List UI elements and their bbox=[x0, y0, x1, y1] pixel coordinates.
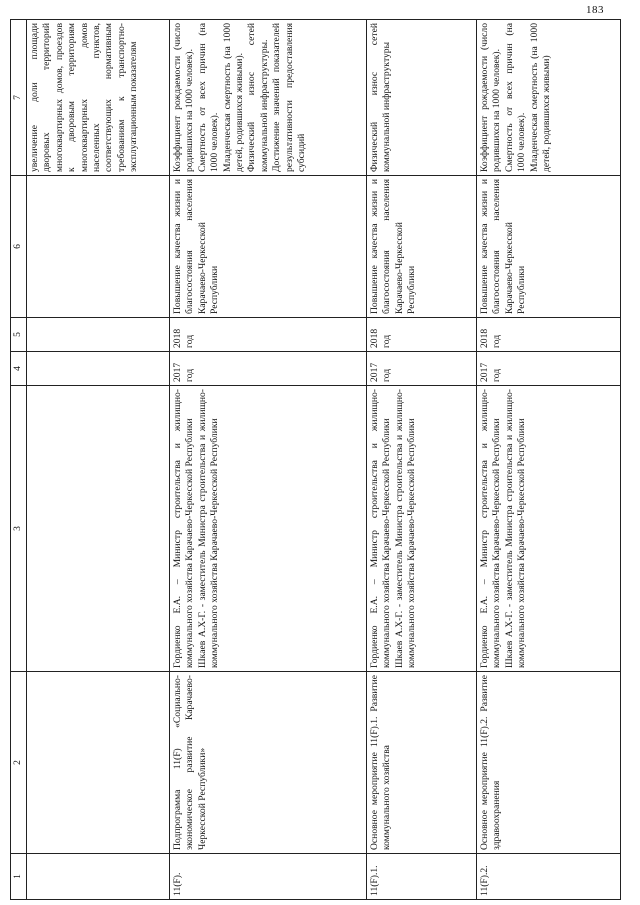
cell-responsible bbox=[367, 386, 477, 672]
indicator-text: Физический износ сетей коммунальной инфраструктуры. bbox=[246, 23, 270, 172]
cell-responsible bbox=[170, 386, 367, 672]
header-cell: 7 bbox=[11, 20, 27, 176]
cell-name: Основное мероприятие 11(F).2. Развитие здравоохранения bbox=[477, 672, 621, 854]
page-number: 183 bbox=[586, 4, 604, 16]
responsible-person: Гордиенко Е.А. – Министр строительства и жилищно-коммунального хозяйства Карачаево-Черкесской Республики bbox=[479, 389, 503, 668]
header-cell: 6 bbox=[11, 176, 27, 318]
cell-start-year bbox=[27, 352, 170, 386]
indicator-text: Коэффициент рождаемости (число родившихся на 1000 человек). bbox=[479, 23, 503, 172]
cell-end-year bbox=[27, 318, 170, 352]
indicator-text: Физический износ сетей коммунальной инфраструктуры bbox=[369, 23, 393, 172]
cell-name: Основное мероприятие 11(F).1. Развитие коммунального хозяйства bbox=[367, 672, 477, 854]
cell-result bbox=[27, 176, 170, 318]
header-cell: 3 bbox=[11, 386, 27, 672]
cell-name bbox=[27, 672, 170, 854]
header-row bbox=[11, 20, 27, 900]
indicator-text: Достижение значений показателей результативности предоставления субсидий bbox=[271, 23, 308, 172]
responsible-person: Шкаев А.Х-Г. - заместитель Министра строительства и жилищно-коммунального хозяйства Карачаево-Черкесской Республики bbox=[196, 389, 221, 668]
responsible-person: Гордиенко Е.А. – Министр строительства и жилищно-коммунального хозяйства Карачаево-Черкесской Республики bbox=[369, 389, 393, 668]
cell-responsible bbox=[27, 386, 170, 672]
cell-end-year: 2018 год bbox=[170, 318, 367, 352]
indicator-text: Смертность от всех причин (на 1000 человек). bbox=[503, 23, 528, 172]
cell-result: Повышение качества жизни и благосостояния населения Карачаево-Черкесской Республики bbox=[170, 176, 367, 318]
cell-result: Повышение качества жизни и благосостояния населения Карачаево-Черкесской Республики bbox=[477, 176, 621, 318]
responsible-person: Шкаев А.Х-Г. - заместитель Министра строительства и жилищно-коммунального хозяйства Карачаево-Черкесской Республики bbox=[393, 389, 418, 668]
responsible-person: Гордиенко Е.А. – Министр строительства и жилищно-коммунального хозяйства Карачаево-Черкесской Республики bbox=[172, 389, 196, 668]
responsible-person: Шкаев А.Х-Г. - заместитель Министра строительства и жилищно-коммунального хозяйства Карачаево-Черкесской Республики bbox=[503, 389, 528, 668]
rotated-table-wrapper bbox=[10, 20, 618, 900]
cell-indicators bbox=[170, 20, 367, 176]
indicator-text: Младенческая смертность (на 1000 детей, родившихся живыми). bbox=[221, 23, 246, 172]
cell-start-year: 2017 год bbox=[170, 352, 367, 386]
cell-number: 11(F).2. bbox=[477, 854, 621, 900]
table-row bbox=[170, 20, 367, 900]
cell-start-year: 2017 год bbox=[477, 352, 621, 386]
cell-indicators bbox=[367, 20, 477, 176]
indicator-text: увеличение доли площади дворовых территорий многоквартирных домов, проездов к дворовым территориям многоквартирных домов населенных пунктов, соответствующих нормативным требованиям к транспортно-эксплуатационным показателям bbox=[29, 23, 140, 172]
cell-indicators bbox=[477, 20, 621, 176]
cell-indicators bbox=[27, 20, 170, 176]
header-cell: 4 bbox=[11, 352, 27, 386]
header-cell: 1 bbox=[11, 854, 27, 900]
cell-end-year: 2018 год bbox=[477, 318, 621, 352]
table-row bbox=[477, 20, 621, 900]
cell-result: Повышение качества жизни и благосостояния населения Карачаево-Черкесской Республики bbox=[367, 176, 477, 318]
table-row bbox=[367, 20, 477, 900]
table-row bbox=[27, 20, 170, 900]
cell-number: 11(F). bbox=[170, 854, 367, 900]
header-cell: 2 bbox=[11, 672, 27, 854]
header-cell: 5 bbox=[11, 318, 27, 352]
cell-number bbox=[27, 854, 170, 900]
indicator-text: Коэффициент рождаемости (число родившихся на 1000 человек). bbox=[172, 23, 196, 172]
cell-end-year: 2018 год bbox=[367, 318, 477, 352]
cell-number: 11(F).1. bbox=[367, 854, 477, 900]
indicator-text: Смертность от всех причин (на 1000 человек). bbox=[196, 23, 221, 172]
indicator-text: Младенческая смертность (на 1000 детей, родившихся живыми) bbox=[528, 23, 553, 172]
cell-start-year: 2017 год bbox=[367, 352, 477, 386]
cell-responsible bbox=[477, 386, 621, 672]
program-table bbox=[10, 19, 621, 900]
cell-name: Подпрограмма 11(F) «Социально-экономическое развитие Карачаево-Черкесской Республики» bbox=[170, 672, 367, 854]
